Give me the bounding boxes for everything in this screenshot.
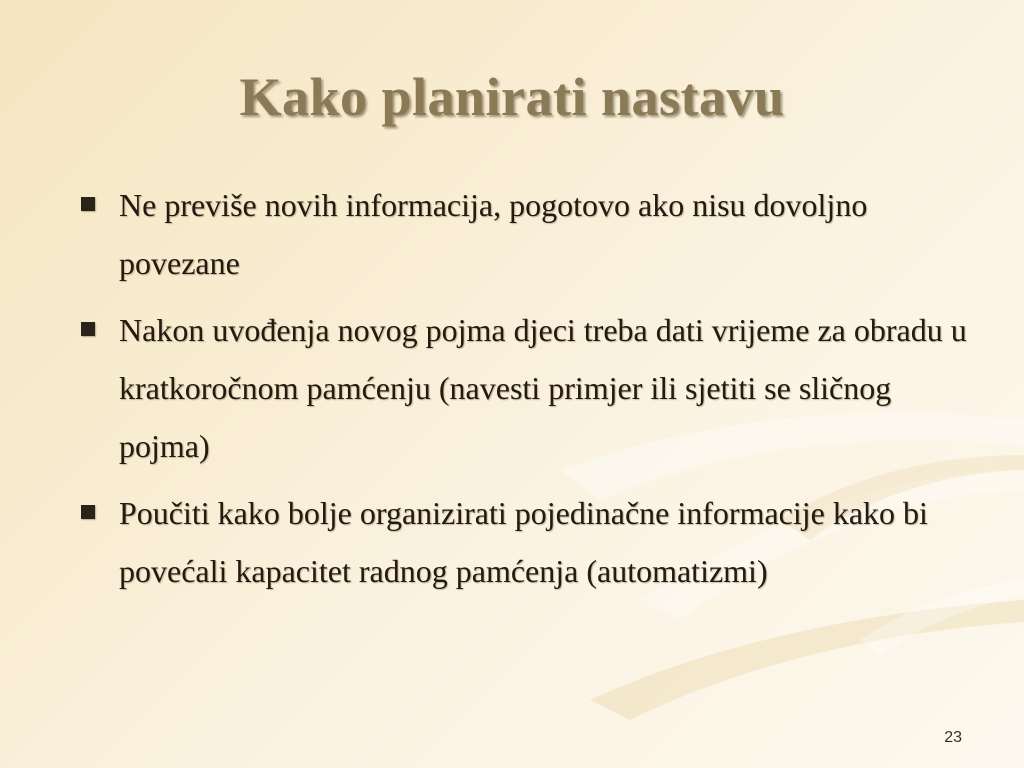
bullet-list (78, 176, 978, 609)
bullet-item (78, 301, 978, 475)
slide-number: 23 (944, 729, 962, 746)
bullet-text: Nakon uvođenja novog pojma djeci treba dati vrijeme za obradu u kratkoročnom pamćenju (navesti primjer ili sjetiti se sličnog pojma) (119, 312, 967, 464)
bullet-text: Poučiti kako bolje organizirati pojedinačne informacije kako bi povećali kapacitet radnog pamćenja (automatizmi) (119, 495, 928, 589)
bullet-item (78, 176, 978, 292)
slide-title: Kako planirati nastavu (239, 67, 785, 127)
bullet-text: Ne previše novih informacija, pogotovo ako nisu dovoljno povezane (119, 187, 868, 281)
square-bullet-icon (81, 322, 95, 336)
square-bullet-icon (81, 505, 95, 519)
square-bullet-icon (81, 197, 95, 211)
bullet-item (78, 484, 978, 600)
